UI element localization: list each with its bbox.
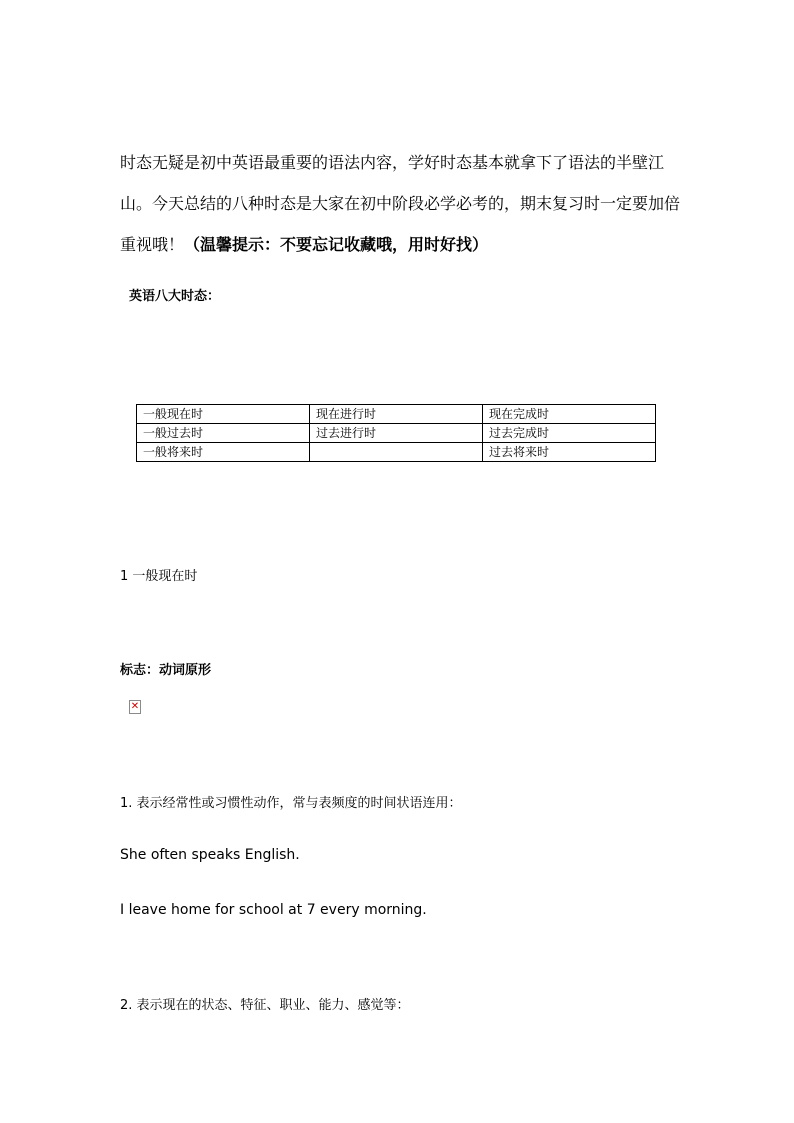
intro-text: 时态无疑是初中英语最重要的语法内容，学好时态基本就拿下了语法的半壁江山。今天总结的八种时态是大家在初中阶段必学必考的，期末复习时一定要加倍重视哦！ bbox=[120, 153, 681, 254]
table-cell: 一般过去时 bbox=[137, 424, 310, 443]
tenses-heading: 英语八大时态： bbox=[129, 289, 221, 304]
table-cell: 现在完成时 bbox=[483, 405, 656, 424]
broken-image-icon: ✕ bbox=[130, 701, 140, 712]
table-cell: 一般现在时 bbox=[137, 405, 310, 424]
rule-2: 2. 表示现在的状态、特征、职业、能力、感觉等： bbox=[120, 998, 410, 1013]
table-row bbox=[137, 443, 656, 462]
example-1: She often speaks English. bbox=[120, 847, 300, 863]
example-2: I leave home for school at 7 every morning. bbox=[120, 902, 427, 918]
tense-table bbox=[136, 404, 656, 462]
intro-tip: （温馨提示：不要忘记收藏哦，用时好找） bbox=[184, 235, 489, 254]
table-row bbox=[137, 424, 656, 443]
table-row bbox=[137, 405, 656, 424]
intro-paragraph bbox=[120, 142, 680, 265]
table-cell bbox=[310, 443, 483, 462]
section-title: 1 一般现在时 bbox=[120, 569, 198, 584]
table-cell: 过去进行时 bbox=[310, 424, 483, 443]
table-cell: 现在进行时 bbox=[310, 405, 483, 424]
table-cell: 过去将来时 bbox=[483, 443, 656, 462]
table-cell: 一般将来时 bbox=[137, 443, 310, 462]
section-marker: 标志：动词原形 bbox=[120, 663, 212, 678]
rule-1: 1. 表示经常性或习惯性动作，常与表频度的时间状语连用： bbox=[120, 796, 462, 811]
table-cell: 过去完成时 bbox=[483, 424, 656, 443]
